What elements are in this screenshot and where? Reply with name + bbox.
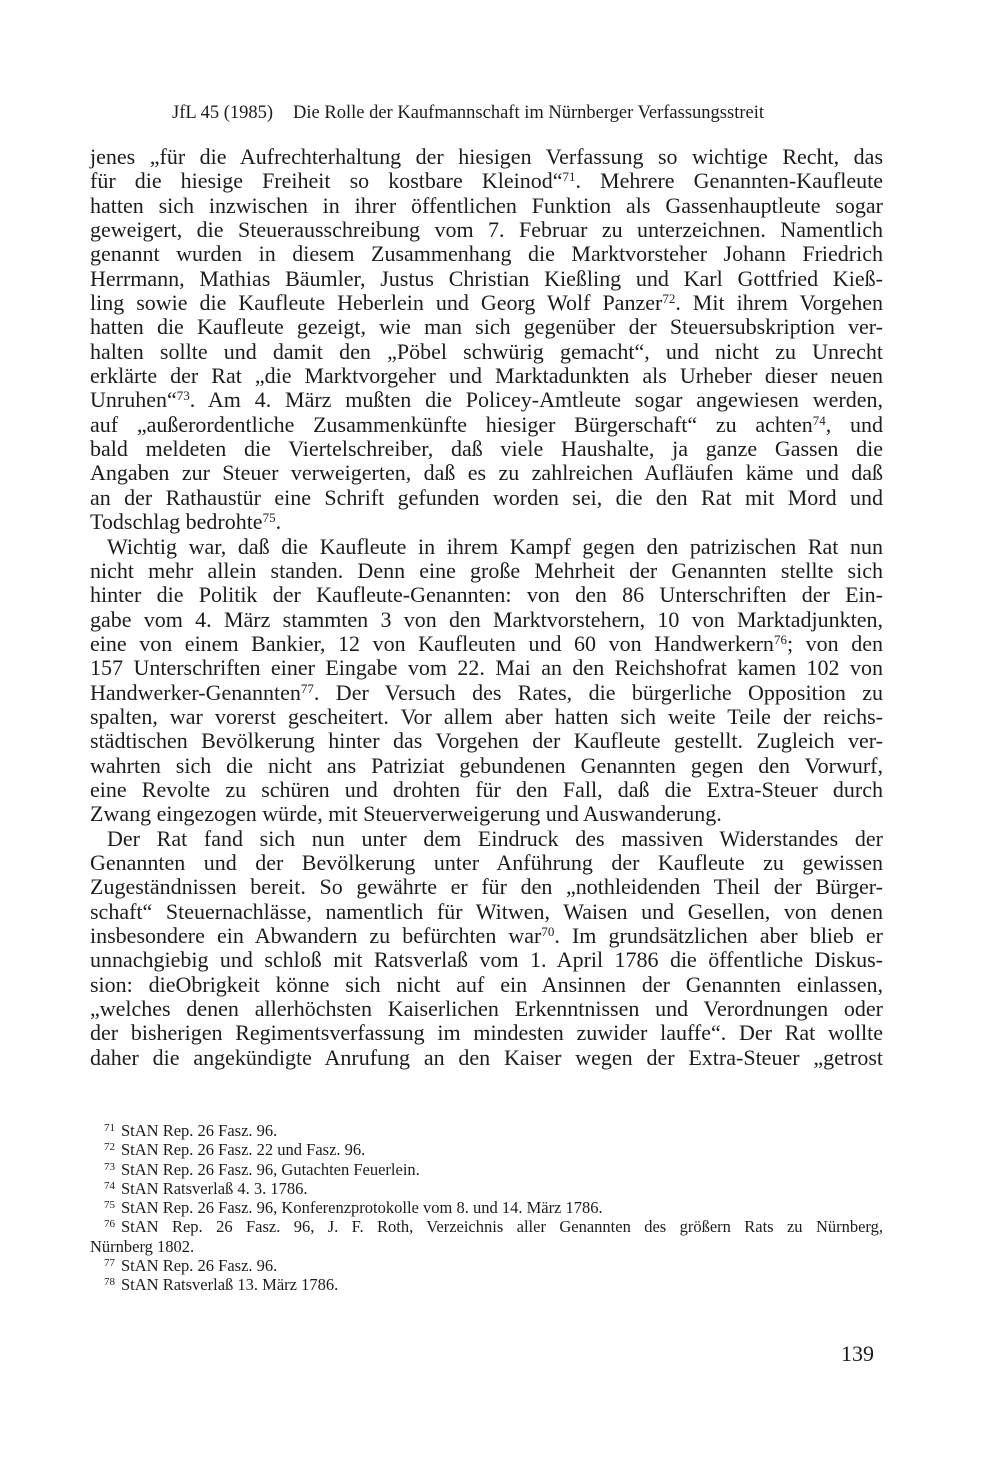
text-line [90, 242, 883, 266]
text-line [90, 583, 883, 607]
footnote-text: StAN Rep. 26 Fasz. 96. [121, 1256, 278, 1276]
text-segment: halten sollte und damit den „Pöbel schwürig gemacht“, und nicht zu Unrecht [90, 338, 883, 364]
text-segment: Genannten und der Bevölkerung unter Anführung der Kaufleute zu gewissen [90, 849, 883, 875]
text-line [90, 535, 883, 559]
text-segment: auf „außerordentliche Zusammenkünfte hiesiger Bürgerschaft“ zu achten [90, 411, 813, 437]
text-segment: Wichtig war, daß die Kaufleute in ihrem Kampf gegen den patrizischen Rat nun [107, 533, 883, 559]
text-line [90, 315, 883, 339]
footnote-text: StAN Rep. 26 Fasz. 96, Gutachten Feuerlein. [121, 1159, 420, 1179]
footnote [90, 1121, 883, 1140]
journal-reference: JfL 45 (1985) [172, 103, 274, 123]
text-segment: 157 Unterschriften einer Eingabe vom 22. Mai an den Reichshofrat kamen 102 von [90, 655, 883, 681]
footnote-text: StAN Ratsverlaß 4. 3. 1786. [121, 1178, 308, 1198]
text-segment: . Im grundsätzlichen aber blieb er [554, 923, 883, 948]
text-line [90, 194, 883, 218]
footnote-marker: 73 [176, 388, 190, 404]
footnote-text: StAN Rep. 26 Fasz. 22 und Fasz. 96. [121, 1140, 366, 1160]
text-segment: bald meldeten die Viertelschreiber, daß viele Haushalte, ja ganze Gassen die [90, 436, 883, 462]
text-line [90, 267, 883, 291]
text-segment: jenes „für die Aufrechterhaltung der hiesigen Verfassung so wichtige Recht, das [90, 144, 883, 169]
text-segment: . Am 4. März mußten die Policey-Amtleute sogar angewiesen werden, [189, 387, 883, 413]
text-segment: Der Rat fand sich nun unter dem Eindruck des massiven Widerstandes der [107, 825, 883, 851]
footnote-marker: 71 [562, 169, 576, 185]
footnote-number: 78 [104, 1276, 115, 1289]
text-line [90, 413, 883, 437]
footnote-continuation: Nürnberg 1802. [90, 1236, 195, 1256]
text-segment: an der Rathaustür eine Schrift gefunden worden sei, die den Rat mit Mord und [90, 484, 883, 510]
text-segment: städtischen Bevölkerung hinter das Vorgehen der Kaufleute gestellt. Zugleich ver- [90, 728, 883, 754]
text-line [90, 364, 883, 388]
text-segment: . Mehrere Genannten-Kaufleute [575, 168, 883, 194]
text-line [90, 656, 883, 680]
text-segment: Herrmann, Mathias Bäumler, Justus Christian Kießling und Karl Gottfried Kieß- [90, 265, 883, 291]
text-line [90, 827, 883, 851]
text-line [90, 340, 883, 364]
text-segment: schaft“ Steuernachlässe, namentlich für Witwen, Waisen und Gesellen, von denen [90, 898, 883, 924]
text-line [90, 875, 883, 899]
text-line [90, 997, 883, 1021]
page-number: 139 [841, 1341, 874, 1366]
text-segment: der bisherigen Regimentsverfassung im mindesten zuwider lauffe“. Der Rat wollte [90, 1020, 883, 1046]
text-segment: geweigert, die Steuerausschreibung vom 7. Februar zu unterzeichnen. Namentlich [90, 217, 883, 243]
footnote-number: 76 [104, 1218, 115, 1231]
text-segment: erklärte der Rat „die Marktvorgeher und Marktadunkten als Urheber dieser neuen [90, 363, 883, 389]
text-segment: hatten sich inzwischen in ihrer öffentlichen Funktion als Gassenhauptleute sogar [90, 192, 883, 218]
text-segment: gabe vom 4. März stammten 3 von den Marktvorstehern, 10 von Marktadjunkten, [90, 606, 883, 632]
footnote-marker: 76 [773, 631, 787, 647]
text-line [90, 1021, 883, 1045]
footnote [90, 1217, 883, 1236]
text-line [90, 486, 883, 510]
text-line [90, 559, 883, 583]
footnote-text: StAN Rep. 26 Fasz. 96, J. F. Roth, Verzeichnis aller Genannten des größern Rats zu Nürnberg, [121, 1217, 883, 1237]
footnotes [90, 1121, 883, 1295]
text-line [90, 145, 883, 169]
text-line [90, 388, 883, 412]
text-line [90, 851, 883, 875]
text-line [90, 729, 883, 753]
text-segment: Zugeständnissen bereit. So gewährte er für den „nothleidenden Theil der Bürger- [90, 874, 883, 900]
running-header [172, 101, 764, 125]
footnote-number: 74 [104, 1179, 115, 1192]
text-line [90, 437, 883, 461]
footnote [90, 1198, 883, 1217]
text-line [90, 1046, 883, 1070]
footnote [90, 1275, 883, 1294]
text-line [90, 608, 883, 632]
text-segment: . Der Versuch des Rates, die bürgerliche Opposition zu [313, 679, 883, 705]
text-line [90, 924, 883, 948]
footnote [90, 1256, 883, 1275]
text-segment: Angaben zur Steuer verweigerten, daß es zu zahlreichen Aufläufen käme und daß [90, 460, 883, 486]
text-segment: eine Revolte zu schüren und drohten für den Fall, daß die Extra-Steuer durch [90, 776, 883, 802]
text-line [90, 778, 883, 802]
text-line [90, 973, 883, 997]
footnote-marker: 74 [812, 412, 826, 428]
footnote [90, 1140, 883, 1159]
text-line [90, 681, 883, 705]
footnote-number: 71 [104, 1122, 115, 1134]
text-segment: eine von einem Bankier, 12 von Kaufleuten und 60 von Handwerkern [90, 630, 774, 656]
footnote-text: StAN Rep. 26 Fasz. 96. [121, 1121, 278, 1140]
body-text [90, 145, 883, 1070]
text-line [90, 705, 883, 729]
text-segment: unnachgiebig und schloß mit Ratsverlaß vom 1. April 1786 die öffentliche Diskus- [90, 947, 883, 973]
text-segment: für die hiesige Freiheit so kostbare Kleinod“ [90, 168, 563, 194]
text-line [90, 218, 883, 242]
footnote [90, 1160, 883, 1179]
text-line [90, 169, 883, 193]
text-segment: genannt wurden in diesem Zusammenhang die Marktvorsteher Johann Friedrich [90, 241, 883, 267]
text-segment: insbesondere ein Abwandern zu befürchten war [90, 923, 542, 948]
text-segment: Todschlag bedrohte [90, 509, 263, 535]
text-line [90, 632, 883, 656]
footnote [90, 1179, 883, 1198]
footnote-number: 77 [104, 1257, 115, 1270]
footnote-text: StAN Ratsverlaß 13. März 1786. [121, 1275, 339, 1295]
footnote-marker: 70 [541, 924, 555, 939]
text-segment: wahrten sich die nicht ans Patriziat gebundenen Genannten gegen den Vorwurf, [90, 752, 883, 778]
text-segment: hinter die Politik der Kaufleute-Genannten: von den 86 Unterschriften der Ein- [90, 582, 883, 608]
footnote-marker: 75 [262, 510, 276, 526]
article-title: Die Rolle der Kaufmannschaft im Nürnberger Verfassungsstreit [293, 103, 764, 123]
text-line [90, 948, 883, 972]
text-segment: hatten die Kaufleute gezeigt, wie man sich gegenüber der Steuersubskription ver- [90, 314, 883, 340]
text-line [90, 900, 883, 924]
text-line [90, 510, 883, 534]
text-line [90, 802, 883, 826]
footnote-marker: 72 [662, 291, 676, 307]
footnote-marker: 77 [300, 680, 314, 696]
text-segment: ; von den [786, 630, 883, 656]
footnote-number: 75 [104, 1199, 115, 1212]
text-segment: spalten, war vorerst gescheitert. Vor allem aber hatten sich weite Teile der reichs- [90, 703, 883, 729]
text-segment: Zwang eingezogen würde, mit Steuerverweigerung und Auswanderung. [90, 801, 722, 827]
text-line [90, 754, 883, 778]
text-segment: . [275, 509, 282, 535]
text-line [90, 291, 883, 315]
footnote-number: 73 [104, 1160, 115, 1173]
footnote-number: 72 [104, 1141, 115, 1154]
text-segment: „welches denen allerhöchsten Kaiserlichen Erkenntnissen und Verordnungen oder [90, 996, 883, 1022]
text-line [90, 461, 883, 485]
text-segment: ling sowie die Kaufleute Heberlein und Georg Wolf Panzer [90, 290, 663, 316]
footnote-text: StAN Rep. 26 Fasz. 96, Konferenzprotokolle vom 8. und 14. März 1786. [121, 1198, 603, 1218]
text-segment: nicht mehr allein standen. Denn eine große Mehrheit der Genannten stellte sich [90, 557, 883, 583]
text-segment: daher die angekündigte Anrufung an den Kaiser wegen der Extra-Steuer „getrost [90, 1044, 883, 1070]
text-segment: . Mit ihrem Vorgehen [675, 290, 884, 316]
text-segment: sion: dieObrigkeit könne sich nicht auf ein Ansinnen der Genannten einlassen, [90, 971, 883, 997]
text-segment: Unruhen“ [90, 387, 177, 413]
text-segment: Handwerker-Genannten [90, 679, 301, 705]
text-segment: , und [825, 411, 883, 437]
